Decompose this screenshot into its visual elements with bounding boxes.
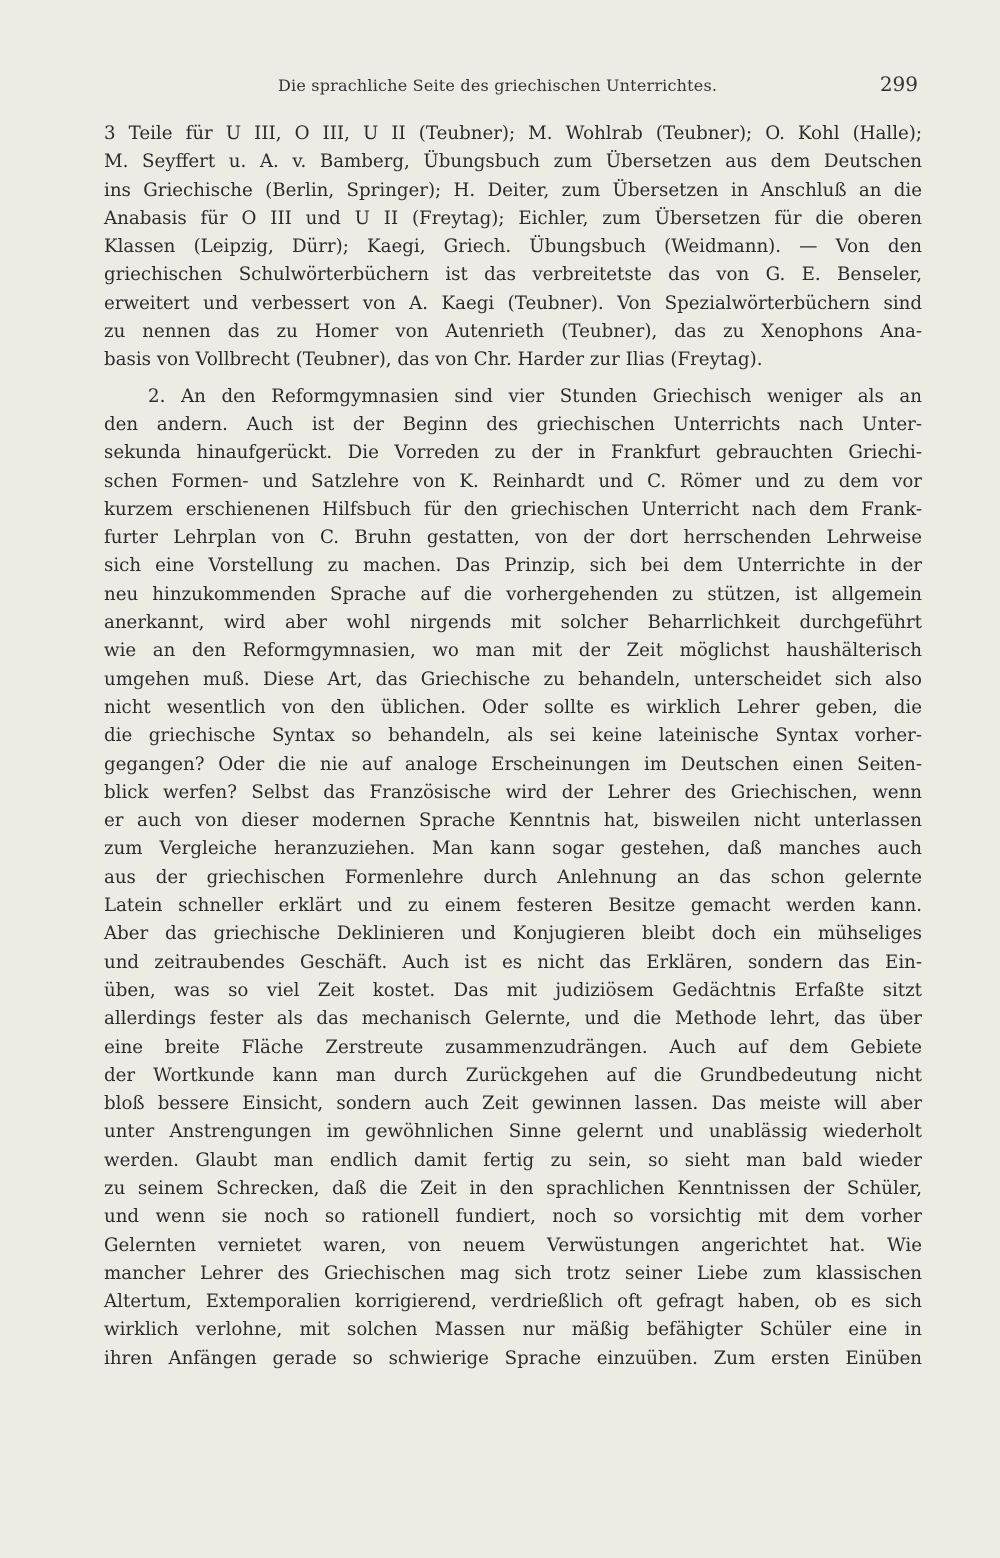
text-line: basis von Vollbrecht (Teubner), das von Chr. Harder zur Ilias (Freytag).: [104, 349, 763, 371]
text-line: sich eine Vorstellung zu machen. Das Prinzip, sich bei dem Unterrichte in der: [104, 555, 922, 577]
text-line: den andern. Auch ist der Beginn des griechischen Unterrichts nach Unter-: [104, 413, 922, 435]
text-line: nicht wesentlich von den üblichen. Oder sollte es wirklich Lehrer geben, die: [104, 696, 922, 718]
text-line: ins Griechische (Berlin, Springer); H. Deiter, zum Übersetzen in Anschluß an die: [104, 179, 922, 201]
text-line: furter Lehrplan von C. Bruhn gestatten, von der dort herrschenden Lehrweise: [104, 527, 922, 549]
page-number: 299: [879, 72, 918, 96]
text-line: erweitert und verbessert von A. Kaegi (Teubner). Von Spezialwörterbüchern sind: [104, 292, 922, 314]
text-line: allerdings fester als das mechanisch Gelernte, und die Methode lehrt, das über: [104, 1008, 922, 1030]
text-line: Gelernten vernietet waren, von neuem Verwüstungen angerichtet hat. Wie: [104, 1234, 922, 1256]
text-line: zu nennen das zu Homer von Autenrieth (Teubner), das zu Xenophons Ana-: [104, 321, 922, 343]
text-line: anerkannt, wird aber wohl nirgends mit solcher Beharrlichkeit durchgeführt: [104, 612, 922, 634]
text-line: zu seinem Schrecken, daß die Zeit in den sprachlichen Kenntnissen der Schüler,: [104, 1177, 922, 1199]
text-line: schen Formen- und Satzlehre von K. Reinhardt und C. Römer und zu dem vor: [104, 470, 922, 492]
text-line: griechischen Schulwörterbüchern ist das verbreitetste das von G. E. Benseler,: [104, 264, 922, 286]
text-line: er auch von dieser modernen Sprache Kenntnis hat, bisweilen nicht unterlassen: [104, 810, 922, 832]
text-line: mancher Lehrer des Griechischen mag sich trotz seiner Liebe zum klassischen: [104, 1262, 922, 1284]
text-line: Klassen (Leipzig, Dürr); Kaegi, Griech. Übungsbuch (Weidmann). — Von den: [104, 236, 922, 258]
text-line: M. Seyffert u. A. v. Bamberg, Übungsbuch zum Übersetzen aus dem Deutschen: [104, 151, 922, 173]
text-line: wie an den Reformgymnasien, wo man mit der Zeit möglichst haushälterisch: [104, 640, 922, 662]
text-line: zum Vergleiche heranzuziehen. Man kann sogar gestehen, daß manches auch: [104, 838, 922, 860]
text-line: der Wortkunde kann man durch Zurückgehen auf die Grundbedeutung nicht: [104, 1064, 922, 1086]
text-line: eine breite Fläche Zerstreute zusammenzudrängen. Auch auf dem Gebiete: [104, 1036, 922, 1058]
text-line: und wenn sie noch so rationell fundiert, noch so vorsichtig mit dem vorher: [104, 1206, 922, 1228]
text-line: die griechische Syntax so behandeln, als sei keine lateinische Syntax vorher-: [104, 725, 922, 747]
text-line: 3 Teile für U III, O III, U II (Teubner); M. Wohlrab (Teubner); O. Kohl (Halle);: [104, 123, 922, 144]
text-line: kurzem erschienenen Hilfsbuch für den griechischen Unterricht nach dem Frank-: [104, 498, 922, 520]
page-header: [104, 72, 920, 100]
text-line: wirklich verlohne, mit solchen Massen nur mäßig befähigter Schüler eine in: [104, 1319, 922, 1341]
text-line: Latein schneller erklärt und zu einem festeren Besitze gemacht werden kann.: [104, 895, 922, 917]
body-text: [104, 120, 922, 1373]
text-line: Altertum, Extemporalien korrigierend, verdrießlich oft gefragt haben, ob es sich: [104, 1291, 922, 1313]
text-line: neu hinzukommenden Sprache auf die vorhergehenden zu stützen, ist allgemein: [104, 583, 922, 605]
text-line: unter Anstrengungen im gewöhnlichen Sinne gelernt und unablässig wiederholt: [104, 1121, 922, 1143]
text-line: Aber das griechische Deklinieren und Konjugieren bleibt doch ein mühseliges: [104, 923, 922, 945]
text-line: blick werfen? Selbst das Französische wird der Lehrer des Griechischen, wenn: [104, 781, 922, 803]
text-line: und zeitraubendes Geschäft. Auch ist es nicht das Erklären, sondern das Ein-: [104, 951, 922, 973]
paragraph-1: [104, 120, 922, 375]
text-line: üben, was so viel Zeit kostet. Das mit judiziösem Gedächtnis Erfaßte sitzt: [104, 979, 922, 1001]
text-line: ihren Anfängen gerade so schwierige Sprache einzuüben. Zum ersten Einüben: [104, 1347, 922, 1369]
text-line: sekunda hinaufgerückt. Die Vorreden zu der in Frankfurt gebrauchten Griechi-: [104, 442, 922, 464]
text-line: 2. An den Reformgymnasien sind vier Stunden Griechisch weniger als an: [148, 385, 922, 407]
paragraph-gap: [104, 375, 922, 383]
running-title: Die sprachliche Seite des griechischen Unterrichtes.: [278, 76, 718, 95]
text-line: werden. Glaubt man endlich damit fertig zu sein, so sieht man bald wieder: [104, 1149, 922, 1171]
text-line: umgehen muß. Diese Art, das Griechische zu behandeln, unterscheidet sich also: [104, 668, 922, 690]
text-line: aus der griechischen Formenlehre durch Anlehnung an das schon gelernte: [104, 866, 922, 888]
text-line: Anabasis für O III und U II (Freytag); Eichler, zum Übersetzen für die oberen: [104, 207, 922, 229]
text-line: bloß bessere Einsicht, sondern auch Zeit gewinnen lassen. Das meiste will aber: [104, 1093, 922, 1115]
text-line: gegangen? Oder die nie auf analoge Erscheinungen im Deutschen einen Seiten-: [104, 753, 922, 775]
paragraph-2: [104, 383, 922, 1373]
